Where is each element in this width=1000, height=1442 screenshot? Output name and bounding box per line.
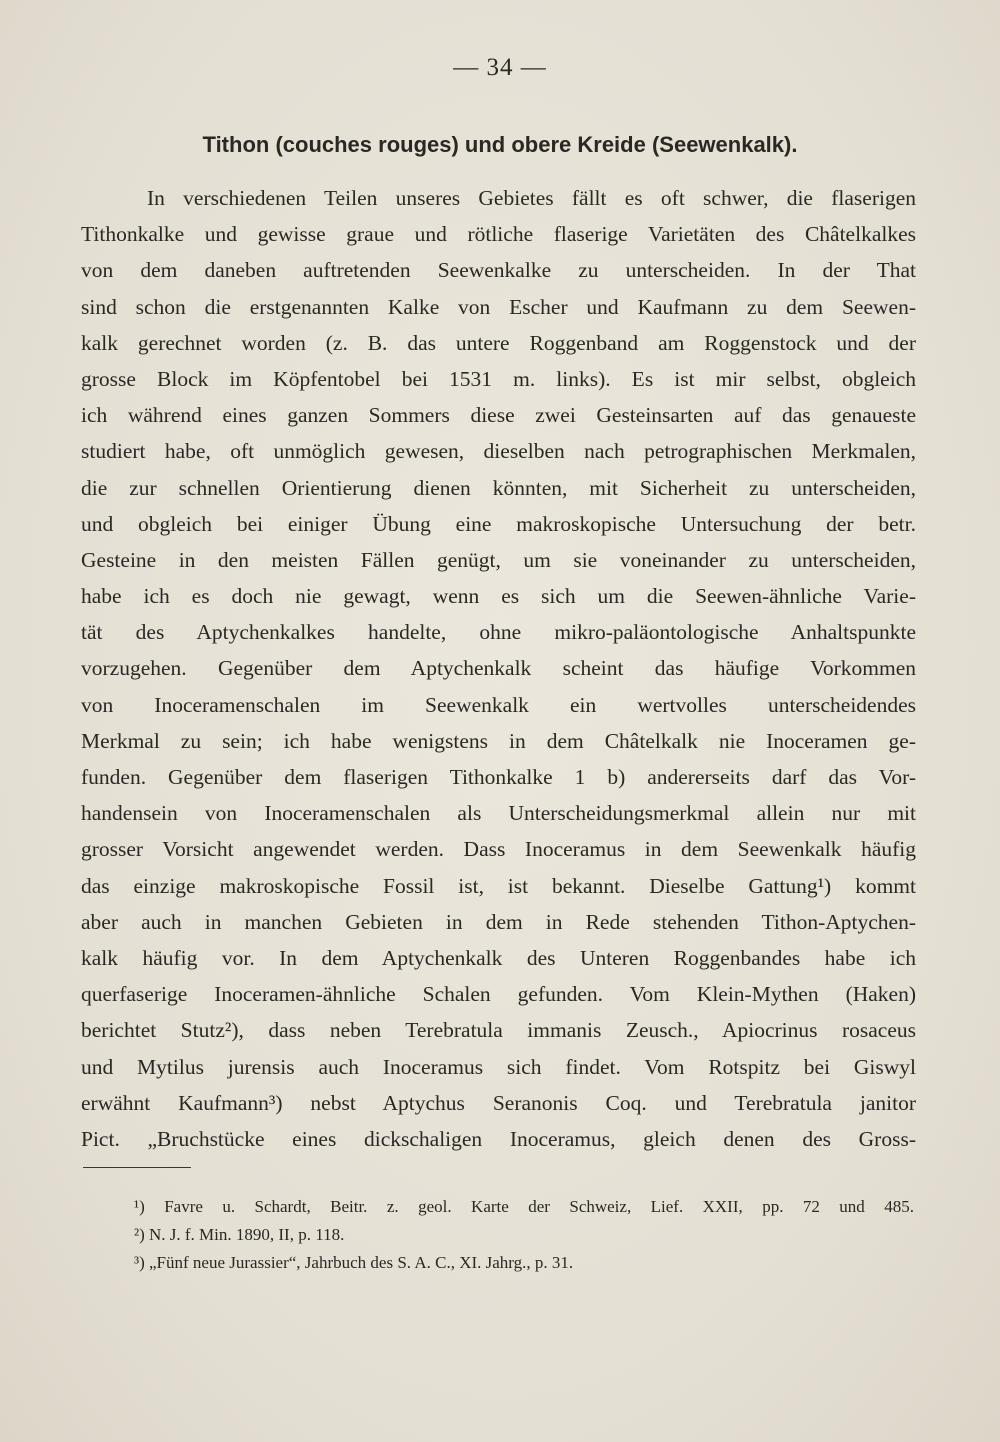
text-line: vorzugehen. Gegenüber dem Aptychenkalk scheint das häufige Vorkommen (81, 656, 916, 681)
text-line: Tithonkalke und gewisse graue und rötliche flaserige Varietäten des Châtelkalkes (81, 222, 916, 247)
text-line: Pict. „Bruchstücke eines dickschaligen Inoceramus, gleich denen des Gross- (81, 1126, 916, 1151)
text-line: ich während eines ganzen Sommers diese zwei Gesteinsarten auf das genaueste (81, 403, 916, 428)
page-number: — 34 — (453, 54, 547, 81)
text-line: kalk häufig vor. In dem Aptychenkalk des Unteren Roggenbandes habe ich (81, 945, 916, 970)
text-line: und Mytilus jurensis auch Inoceramus sich findet. Vom Rotspitz bei Giswyl (81, 1054, 916, 1079)
text-line: berichtet Stutz²), dass neben Terebratula immanis Zeusch., Apiocrinus rosaceus (81, 1018, 916, 1043)
text-line: kalk gerechnet worden (z. B. das untere Roggenband am Roggenstock und der (81, 330, 916, 355)
text-line: funden. Gegenüber dem flaserigen Tithonkalke 1 b) andererseits darf das Vor- (81, 765, 916, 789)
footnotes (134, 1193, 914, 1277)
footnote: ²) N. J. f. Min. 1890, II, p. 118. (134, 1225, 345, 1244)
text-line: von Inoceramenschalen im Seewenkalk ein wertvolles unterscheidendes (81, 692, 916, 717)
text-line: Merkmal zu sein; ich habe wenigstens in dem Châtelkalk nie Inoceramen ge- (81, 728, 916, 753)
text-line: studiert habe, oft unmöglich gewesen, dieselben nach petrographischen Merkmalen, (81, 439, 916, 464)
footnote-divider (83, 1167, 191, 1168)
text-line: tät des Aptychenkalkes handelte, ohne mikro-paläontologische Anhaltspunkte (81, 620, 916, 645)
text-line: grosse Block im Köpfentobel bei 1531 m. links). Es ist mir selbst, obgleich (81, 366, 916, 391)
section-heading: Tithon (couches rouges) und obere Kreide (Seewenkalk). (202, 132, 798, 157)
text-line: querfaserige Inoceramen-ähnliche Schalen gefunden. Vom Klein-Mythen (Haken) (81, 982, 916, 1007)
body-text (81, 180, 916, 1157)
footnote: ³) „Fünf neue Jurassier“, Jahrbuch des S. A. C., XI. Jahrg., p. 31. (134, 1253, 574, 1272)
text-line: das einzige makroskopische Fossil ist, ist bekannt. Dieselbe Gattung¹) kommt (81, 873, 916, 898)
text-line: die zur schnellen Orientierung dienen könnten, mit Sicherheit zu unterscheiden, (81, 475, 916, 500)
text-line: aber auch in manchen Gebieten in dem in Rede stehenden Tithon-Aptychen- (81, 909, 916, 934)
text-line: und obgleich bei einiger Übung eine makroskopische Untersuchung der betr. (81, 511, 916, 536)
footnote: ¹) Favre u. Schardt, Beitr. z. geol. Karte der Schweiz, Lief. XXII, pp. 72 und 485. (134, 1197, 914, 1216)
text-line: grosser Vorsicht angewendet werden. Dass Inoceramus in dem Seewenkalk häufig (81, 837, 916, 862)
text-line: sind schon die erstgenannten Kalke von Escher und Kaufmann zu dem Seewen- (81, 294, 916, 319)
text-line: In verschiedenen Teilen unseres Gebietes fällt es oft schwer, die flaserigen (147, 186, 916, 210)
text-line: von dem daneben auftretenden Seewenkalke zu unterscheiden. In der That (81, 258, 916, 283)
text-line: erwähnt Kaufmann³) nebst Aptychus Seranonis Coq. und Terebratula janitor (81, 1090, 916, 1115)
text-line: habe ich es doch nie gewagt, wenn es sich um die Seewen-ähnliche Varie- (81, 584, 916, 609)
text-line: handensein von Inoceramenschalen als Unterscheidungsmerkmal allein nur mit (81, 801, 916, 826)
text-line: Gesteine in den meisten Fällen genügt, um sie voneinander zu unterscheiden, (81, 547, 916, 572)
